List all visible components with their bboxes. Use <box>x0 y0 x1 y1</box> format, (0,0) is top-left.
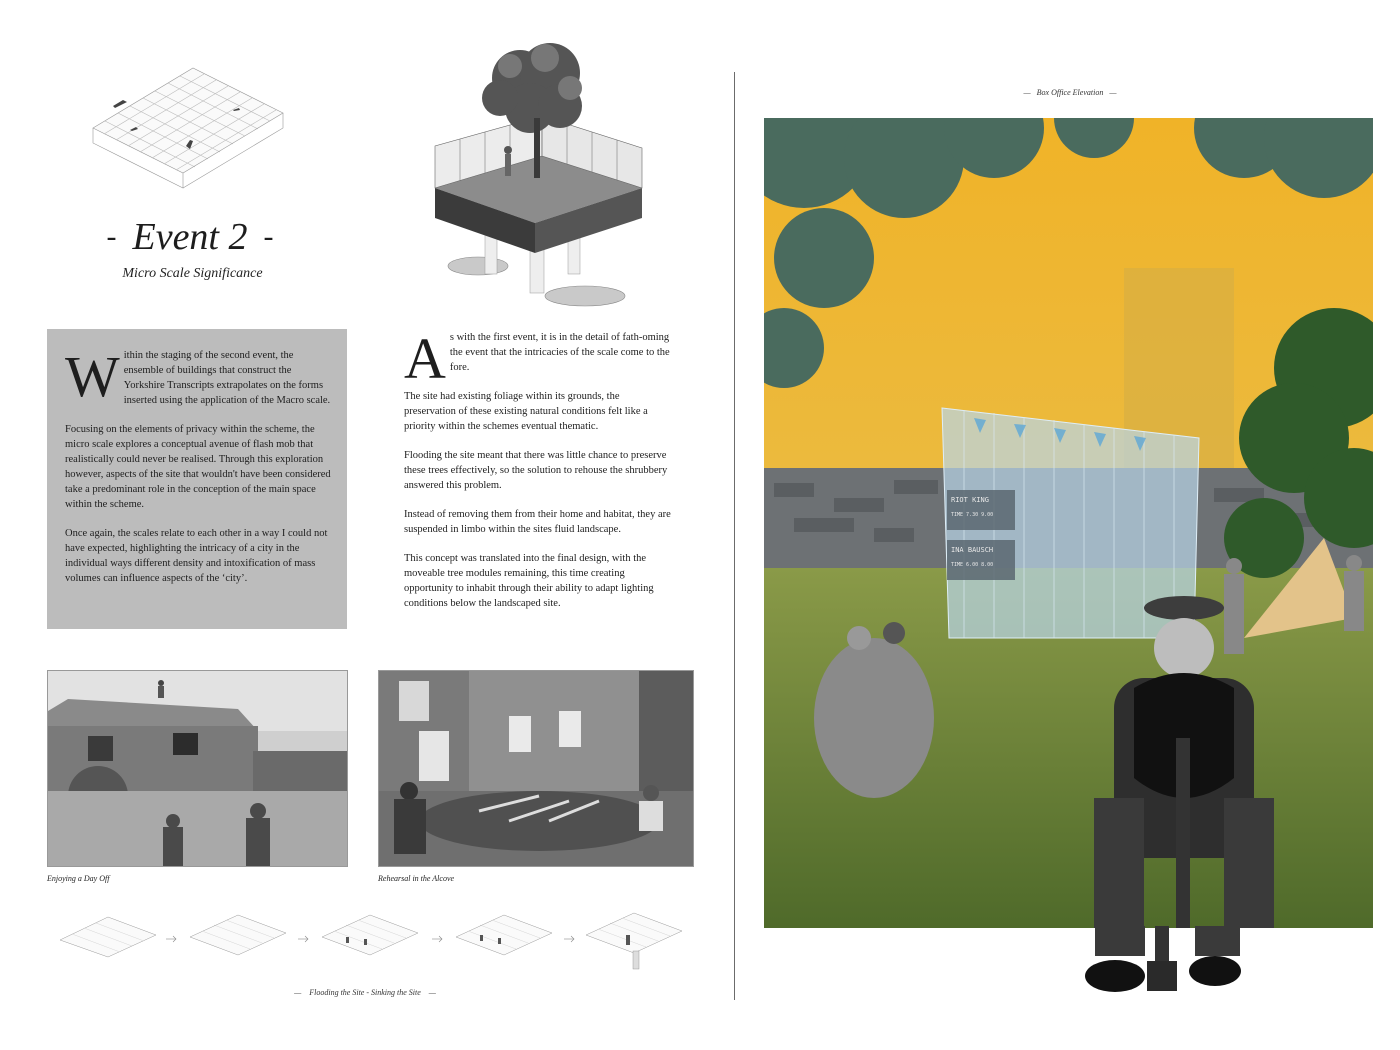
photo-day-off <box>47 670 348 867</box>
right-paragraph-2: The site had existing foliage within its grounds, the preservation of these existing natural conditions felt like a priority within the schemes eventual thematic. <box>404 391 648 432</box>
left-paragraph-3: Once again, the scales relate to each other in a way I could not have expected, highlighting the intricacy of a city in the individual ways different density and intoxification of mass volumes can influence aspects of the ‘city’. <box>65 528 328 584</box>
left-paragraph-2: Focusing on the elements of privacy within the scheme, the micro scale explores a conceptual avenue of flash mob that realistically could never be realised. Through this exploration however, aspects of the site that wouldn't have been considered take a predominant role in the conception of the main space within the scheme. <box>65 424 331 510</box>
box-office-elevation-collage <box>764 118 1373 928</box>
sign-time-2: TIME 6.00 8.00 <box>951 562 994 568</box>
right-paragraph-5: This concept was translated into the final design, with the moveable tree modules remaining, this time creating opportunity to inhabit through their ability to adapt lighting conditions below the landscaped site. <box>404 553 654 609</box>
elevation-caption-text: Box Office Elevation <box>1036 88 1104 97</box>
left-text-column <box>65 344 333 600</box>
flooding-diagram-caption <box>280 988 450 997</box>
right-dropcap: A <box>404 326 446 391</box>
right-paragraph-3: Flooding the site meant that there was little chance to preserve these trees effectively, so the solution to rehouse the shrubbery answered this problem. <box>404 450 668 491</box>
sign-line-1: RIOT KING <box>951 496 989 504</box>
page-title: Event 2 <box>132 216 248 258</box>
title-dash-left: - <box>106 220 117 253</box>
caption-dash-left: — <box>294 988 302 997</box>
caption-dash-right: — <box>428 988 436 997</box>
collage-overflow-figure <box>1085 926 1245 996</box>
page-title-group <box>60 212 320 262</box>
photo-rehearsal-caption: Rehearsal in the Alcove <box>378 874 455 883</box>
right-paragraph-1 <box>404 326 674 391</box>
elev-dash-right: — <box>1109 88 1117 97</box>
right-paragraph-1-text: s with the first event, it is in the detail of fath-oming the event that the intricacies of the scale come to the fore. <box>449 332 670 373</box>
title-dash-right: - <box>263 220 274 253</box>
sign-line-2: INA BAUSCH <box>951 546 994 554</box>
elevation-caption <box>1000 88 1140 97</box>
photo-rehearsal <box>378 670 694 867</box>
elev-dash-left: — <box>1023 88 1031 97</box>
page-divider <box>734 72 735 1000</box>
photo-day-off-caption: Enjoying a Day Off <box>47 874 110 883</box>
right-text-column <box>404 326 674 625</box>
sign-time-1: TIME 7.30 9.00 <box>951 512 994 518</box>
terrain-isometric-drawing <box>88 58 288 198</box>
right-paragraph-4: Instead of removing them from their home and habitat, they are suspended in limbo within the sites fluid landscape. <box>404 509 671 535</box>
left-paragraph-1-text: ithin the staging of the second event, the ensemble of buildings that construct the Yorkshire Transcripts extrapolates on the forms inserted using the application of the Macro scale. <box>123 350 331 406</box>
page-subtitle: Micro Scale Significance <box>122 266 263 281</box>
flooding-caption-text: Flooding the Site - Sinking the Site <box>309 988 421 997</box>
flooding-diagram-sequence <box>58 905 693 975</box>
tree-module-illustration <box>430 38 650 313</box>
left-dropcap: W <box>65 344 120 409</box>
left-paragraph-1 <box>65 344 333 409</box>
